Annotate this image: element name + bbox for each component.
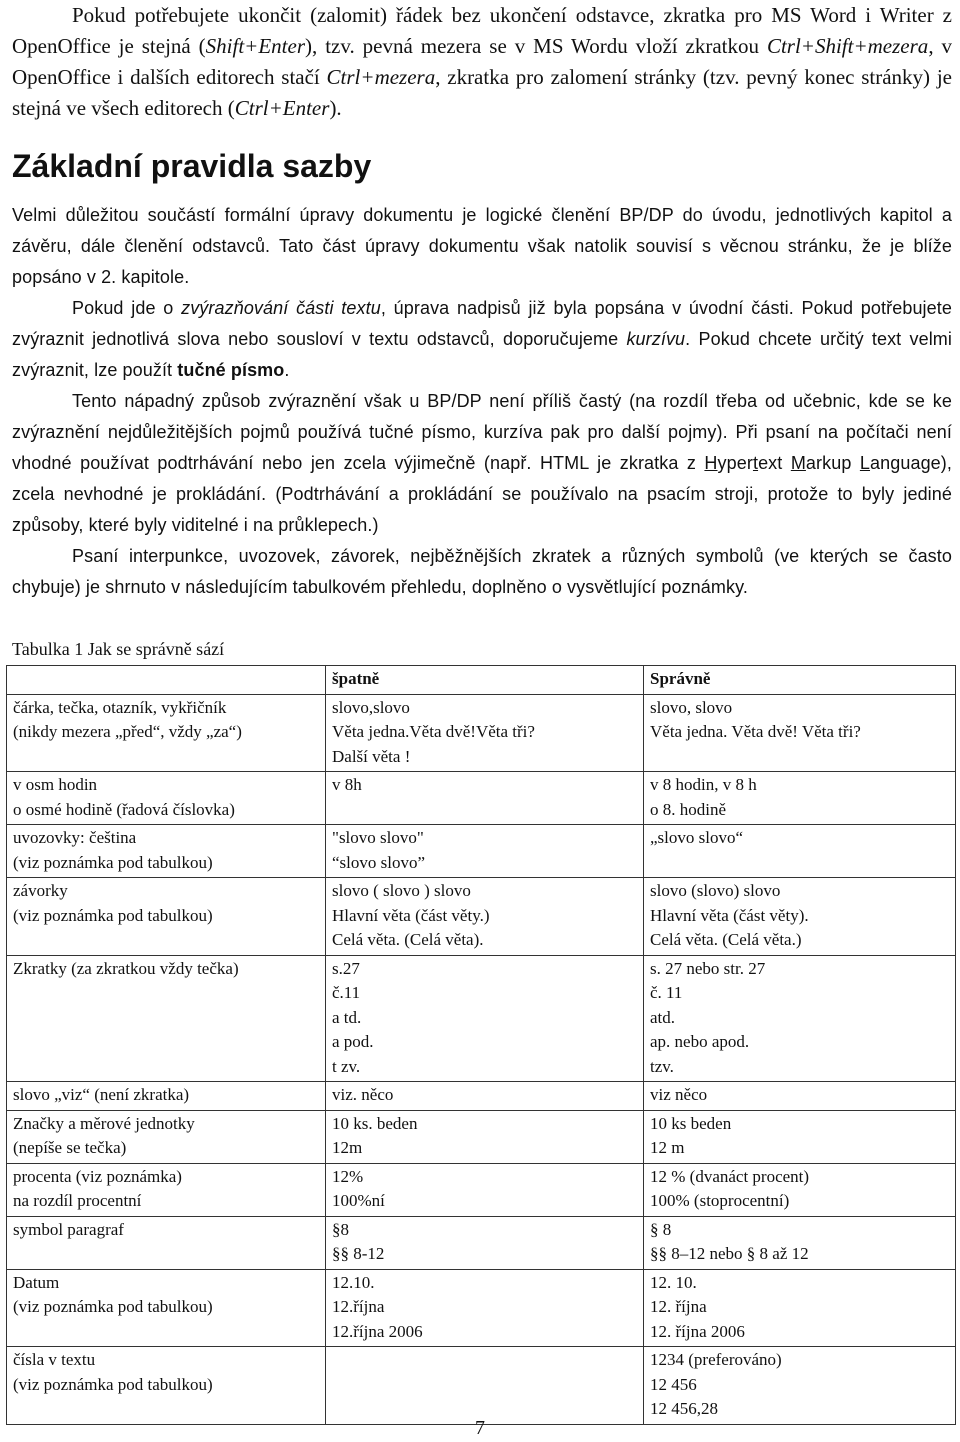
cell-line: čárka, tečka, otazník, vykřičník	[13, 697, 227, 717]
italic-text: zvýrazňování části textu	[181, 298, 381, 318]
cell-line: (viz poznámka pod tabulkou)	[13, 1297, 213, 1316]
header-cell-wrong: špatně	[326, 666, 644, 695]
intro-text: ), tzv. pevná mezera se v MS Wordu vloží zkratkou	[305, 34, 767, 58]
paragraph-underline	[12, 386, 952, 541]
table-row	[7, 1269, 956, 1347]
correct-cell	[644, 878, 956, 956]
cell-line: Datum	[13, 1272, 60, 1292]
cell-line: slovo, slovo	[650, 697, 733, 717]
text: , úprava nadpisů již byla popsána v úvodní části. Pokud potřebujete zvýraznit jednotlivá slova nebo sousloví v textu odstavců, doporučujeme	[12, 298, 952, 349]
cell-line: o 8. hodině	[650, 799, 727, 819]
wrong-cell	[326, 1216, 644, 1269]
document-page	[12, 0, 952, 1425]
header-cell-correct: Správně	[644, 666, 956, 695]
cell-line: v osm hodin	[13, 775, 98, 794]
text: anguage), zcela nevhodné je prokládání. (Podtrhávání a prokládání se používalo na psacím stroji, protože to byly jediné způsoby, které byly viditelné i na průklepech.)	[12, 453, 952, 535]
rule-cell	[7, 772, 326, 825]
cell-line: závorky	[13, 881, 68, 900]
cell-line: 100%ní	[332, 1191, 385, 1210]
rule-cell	[7, 694, 326, 772]
cell-line: ap. nebo apod.	[650, 1032, 750, 1051]
cell-line: Věta jedna. Věta dvě! Věta tři?	[650, 722, 861, 741]
cell-line: v 8 hodin, v 8 h	[650, 775, 757, 794]
correct-cell	[644, 1216, 956, 1269]
cell-line: procenta (viz poznámka)	[13, 1166, 182, 1186]
cell-line: 10 ks. beden	[332, 1113, 418, 1133]
underlined-letter: M	[790, 453, 806, 473]
table-row	[7, 694, 956, 772]
wrong-cell	[326, 1163, 644, 1216]
cell-line: „slovo slovo“	[650, 828, 744, 847]
cell-line: (nikdy mezera „před“, vždy „za“)	[13, 722, 242, 741]
paragraph-emphasis	[12, 293, 952, 386]
cell-line: 12. října	[650, 1297, 707, 1316]
text: ext	[758, 453, 791, 473]
cell-line: 12 % (dvanáct procent)	[650, 1166, 810, 1186]
cell-line: (viz poznámka pod tabulkou)	[13, 1374, 213, 1394]
correct-cell	[644, 1347, 956, 1425]
cell-line: §8	[332, 1219, 349, 1239]
wrong-cell	[326, 1082, 644, 1111]
text: Pokud jde o	[72, 298, 182, 318]
shortcut-ctrl-enter: Ctrl+Enter	[234, 96, 330, 120]
cell-line: s. 27 nebo str. 27	[650, 958, 766, 978]
header-cell-rule	[7, 666, 326, 695]
underlined-letter: t	[752, 453, 759, 473]
cell-line: a td.	[332, 1007, 362, 1027]
paragraph-summary: Psaní interpunkce, uvozovek, závorek, nejběžnějších zkratek a různých symbolů (ve kterých se často chybuje) je shrnuto v následujícím tabulkovém přehledu, doplněno o vysvětlující poznámky.	[12, 546, 952, 597]
cell-line: 12.října	[332, 1297, 385, 1316]
table-header-row	[7, 666, 956, 695]
cell-line: (nepíše se tečka)	[13, 1138, 127, 1157]
table-row	[7, 1216, 956, 1269]
typesetting-table	[6, 665, 956, 1425]
section-heading: Základní pravidla sazby	[12, 148, 372, 184]
wrong-cell	[326, 1347, 644, 1425]
cell-line: 1234 (preferováno)	[650, 1350, 782, 1369]
cell-line: Celá věta. (Celá věta).	[332, 930, 484, 949]
cell-line: uvozovky: čeština	[13, 828, 137, 847]
wrong-cell	[326, 772, 644, 825]
shortcut-ctrl-space: Ctrl+mezera	[326, 65, 436, 89]
underlined-letter: L	[859, 453, 871, 473]
wrong-cell	[326, 825, 644, 878]
cell-line: slovo,slovo	[332, 697, 410, 717]
cell-line: na rozdíl procentní	[13, 1191, 142, 1210]
cell-line: §§ 8-12	[332, 1244, 385, 1263]
table-row	[7, 1110, 956, 1163]
rule-cell	[7, 1269, 326, 1347]
underlined-letter: H	[704, 453, 718, 473]
rule-cell	[7, 878, 326, 956]
shortcut-ctrl-shift-space: Ctrl+Shift+mezera	[766, 34, 929, 58]
intro-text: Pokud potřebujete ukončit (zalomit) řádek bez ukončení odstavce, zkratka pro MS Word i Writer z OpenOffice je stejná (	[12, 3, 952, 58]
cell-line: t zv.	[332, 1056, 361, 1076]
table-row	[7, 1082, 956, 1111]
rule-cell	[7, 1347, 326, 1425]
text: .	[284, 360, 290, 380]
cell-line: o osmé hodině (řadová číslovka)	[13, 799, 235, 819]
correct-cell	[644, 1269, 956, 1347]
rule-cell	[7, 825, 326, 878]
cell-line: č. 11	[650, 983, 683, 1002]
cell-line: slovo „viz“ (není zkratka)	[13, 1085, 190, 1104]
cell-line: tzv.	[650, 1056, 674, 1076]
cell-line: 12.října 2006	[332, 1321, 423, 1341]
cell-line: (viz poznámka pod tabulkou)	[13, 905, 213, 925]
table-row	[7, 1347, 956, 1425]
cell-line: atd.	[650, 1007, 676, 1027]
cell-line: Věta jedna.Věta dvě!Věta tři?	[332, 722, 535, 741]
cell-line: 100% (stoprocentní)	[650, 1191, 790, 1210]
text: arkup	[805, 453, 860, 473]
table-row	[7, 772, 956, 825]
cell-line: 12 m	[650, 1138, 685, 1157]
table-caption: Tabulka 1 Jak se správně sází	[12, 639, 225, 659]
cell-line: Zkratky (za zkratkou vždy tečka)	[13, 958, 239, 978]
cell-line: Hlavní věta (část věty.)	[332, 905, 490, 925]
intro-text: , zkratka pro zalomení stránky (tzv. pevný konec stránky) je stejná ve všech editorech (	[12, 65, 952, 120]
cell-line: Celá věta. (Celá věta.)	[650, 930, 802, 949]
correct-cell	[644, 955, 956, 1082]
paragraph-structure: Velmi důležitou součástí formální úpravy dokumentu je logické členění BP/DP do úvodu, jednotlivých kapitol a závěru, dále členění odstavců. Tato část úpravy dokumentu však natolik souvisí s věcnou stránku, že je blíže popsáno v 2. kapitole.	[12, 205, 952, 287]
cell-line: viz něco	[650, 1085, 708, 1104]
cell-line: č.11	[332, 983, 361, 1002]
correct-cell	[644, 694, 956, 772]
page-number: 7	[475, 1417, 485, 1439]
cell-line: § 8	[650, 1219, 672, 1239]
cell-line: (viz poznámka pod tabulkou)	[13, 852, 213, 872]
cell-line: 12m	[332, 1138, 363, 1157]
rule-cell	[7, 1163, 326, 1216]
correct-cell	[644, 1110, 956, 1163]
wrong-cell	[326, 878, 644, 956]
cell-line: Značky a měrové jednotky	[13, 1113, 195, 1133]
cell-line: Hlavní věta (část věty).	[650, 905, 809, 925]
rule-cell	[7, 1216, 326, 1269]
rule-cell	[7, 1082, 326, 1111]
intro-text: ).	[329, 96, 342, 120]
wrong-cell	[326, 955, 644, 1082]
text: yper	[717, 453, 753, 473]
text: . Pokud chcete určitý text velmi zvýraznit, lze použít	[12, 329, 952, 380]
wrong-cell	[326, 694, 644, 772]
cell-line: "slovo slovo"	[332, 828, 424, 847]
section-body	[12, 200, 952, 603]
cell-line: 12 456,28	[650, 1399, 718, 1418]
cell-line: slovo (slovo) slovo	[650, 881, 781, 900]
table-row	[7, 955, 956, 1082]
cell-line: slovo ( slovo ) slovo	[332, 881, 471, 900]
table-row	[7, 878, 956, 956]
cell-line: v 8h	[332, 775, 362, 794]
cell-line: 12. října 2006	[650, 1321, 745, 1341]
cell-line: čísla v textu	[13, 1350, 96, 1369]
rule-cell	[7, 955, 326, 1082]
cell-line: 12 456	[650, 1374, 697, 1394]
cell-line: Další věta !	[332, 746, 411, 766]
cell-line: a pod.	[332, 1032, 374, 1051]
cell-line: “slovo slovo”	[332, 852, 426, 872]
shortcut-shift-enter: Shift+Enter	[205, 34, 306, 58]
cell-line: viz. něco	[332, 1085, 394, 1104]
cell-line: s.27	[332, 958, 360, 978]
correct-cell	[644, 1082, 956, 1111]
wrong-cell	[326, 1269, 644, 1347]
correct-cell	[644, 825, 956, 878]
wrong-cell	[326, 1110, 644, 1163]
cell-line: 12.10.	[332, 1272, 375, 1292]
correct-cell	[644, 772, 956, 825]
text: Tento nápadný způsob zvýraznění však u BP/DP není příliš častý (na rozdíl třeba od učebnic, kde se ke zvýraznění nejdůležitějších pojmů používá tučné písmo, kurzíva pak pro další pojmy). Při psaní na počítači není vhodné používat podtrhávání nebo jen zcela výjimečně (např. HTML je zkratka z	[12, 391, 952, 473]
cell-line: 12%	[332, 1166, 364, 1186]
table-body	[7, 694, 956, 1424]
table-row	[7, 1163, 956, 1216]
cell-line: §§ 8–12 nebo § 8 až 12	[650, 1244, 809, 1263]
intro-paragraph	[12, 0, 952, 124]
cell-line: symbol paragraf	[13, 1219, 124, 1239]
italic-text: kurzívu	[626, 329, 686, 349]
table-row	[7, 825, 956, 878]
correct-cell	[644, 1163, 956, 1216]
rule-cell	[7, 1110, 326, 1163]
cell-line: 12. 10.	[650, 1272, 697, 1292]
intro-text: , v OpenOffice i dalších editorech stačí	[12, 34, 952, 89]
bold-text: tučné písmo	[177, 360, 285, 380]
cell-line: 10 ks beden	[650, 1113, 732, 1133]
